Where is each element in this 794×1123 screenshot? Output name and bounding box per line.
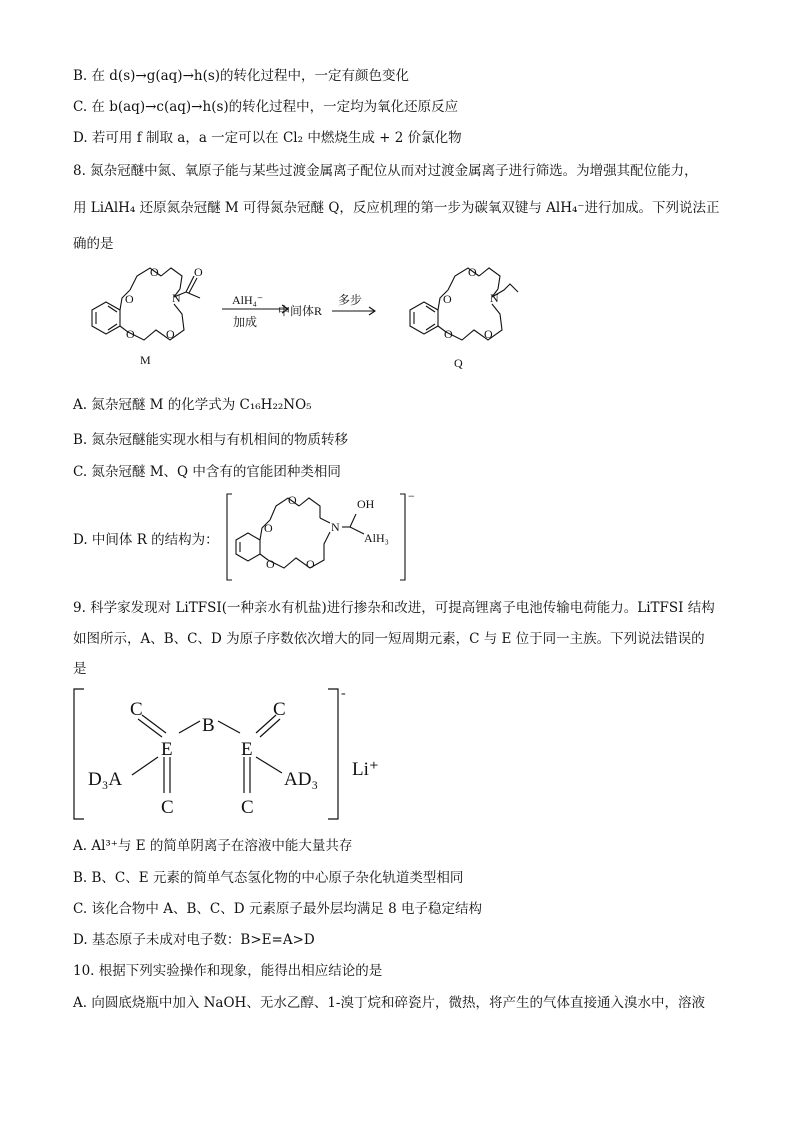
atom-o: O: [150, 265, 159, 279]
lithium-ion: Li⁺: [352, 759, 379, 780]
label-m: M: [140, 353, 151, 367]
atom-e: E: [161, 739, 173, 760]
reagent-note: 加成: [233, 315, 258, 329]
intermediate: 中间体R: [278, 304, 323, 318]
q7-option-c: C. 在 b(aq)→c(aq)→h(s)的转化过程中，一定均为氧化还原反应: [73, 99, 459, 115]
atom-o: O: [468, 265, 477, 279]
q10-stem: 10. 根据下列实验操作和现象，能得出相应结论的是: [73, 963, 383, 979]
atom-o: O: [443, 292, 452, 306]
atom-c: C: [273, 699, 286, 720]
atom-o: O: [166, 327, 175, 341]
atom-c: C: [130, 699, 143, 720]
q8-option-b: B. 氮杂冠醚能实现水相与有机相间的物质转移: [73, 432, 349, 448]
q9-option-d: D. 基态原子未成对电子数：B>E=A>D: [73, 932, 315, 948]
q8-stem-line1: 8. 氮杂冠醚中氮、氧原子能与某些过渡金属离子配位从而对过渡金属离子进行筛选。为增强其配位能力，: [73, 163, 698, 179]
atom-c: C: [241, 797, 254, 818]
q8-option-c: C. 氮杂冠醚 M、Q 中含有的官能团种类相同: [73, 464, 341, 480]
q8-stem-line3: 确的是: [73, 236, 114, 252]
q8-intermediate-r-structure: [224, 490, 424, 585]
atom-o: O: [444, 327, 453, 341]
group-ad3: AD₃: [284, 769, 319, 790]
reagent: AlH₄⁻: [232, 293, 264, 307]
atom-n: N: [331, 520, 340, 534]
q9-option-a: A. Al³⁺与 E 的简单阴离子在溶液中能大量共存: [73, 838, 353, 854]
atom-e: E: [241, 739, 253, 760]
q8-reaction-scheme: [70, 262, 499, 377]
q8-option-a: A. 氮杂冠醚 M 的化学式为 C₁₆H₂₂NO₅: [73, 397, 312, 413]
atom-o: O: [306, 557, 315, 571]
q9-stem-line1: 9. 科学家发现对 LiTFSI(一种亲水有机盐)进行掺杂和改进，可提高锂离子电池传输电荷能力。LiTFSI 结构: [73, 600, 715, 616]
atom-c: C: [161, 797, 174, 818]
charge-sign: -: [341, 686, 346, 701]
q8-option-d-label: D. 中间体 R 的结构为：: [73, 532, 219, 548]
charge-sign: −: [408, 489, 415, 503]
atom-n: N: [172, 291, 181, 305]
atom-b: B: [202, 715, 215, 736]
atom-o: O: [484, 327, 493, 341]
q9-stem-line2: 如图所示，A、B、C、D 为原子序数依次增大的同一短周期元素，C 与 E 位于同一主族。下列说法错误的: [73, 631, 705, 647]
oh-group: OH: [357, 497, 375, 511]
atom-o: O: [288, 493, 297, 507]
q9-stem-line3: 是: [73, 661, 87, 677]
label-q: Q: [454, 356, 463, 370]
atom-o: O: [264, 521, 273, 535]
q9-option-c: C. 该化合物中 A、B、C、D 元素原子最外层均满足 8 电子稳定结构: [73, 901, 483, 917]
q9-option-b: B. B、C、E 元素的简单气态氢化物的中心原子杂化轨道类型相同: [73, 870, 464, 886]
group-d3a: D₃A: [88, 769, 123, 790]
q10-option-a: A. 向圆底烧瓶中加入 NaOH、无水乙醇、1-溴丁烷和碎瓷片，微热，将产生的气体直接通入溴水中，溶液: [73, 995, 705, 1011]
atom-o: O: [126, 327, 135, 341]
alh3-group: AlH₃: [364, 531, 389, 545]
q7-option-d: D. 若可用 f 制取 a，a 一定可以在 Cl₂ 中燃烧生成 + 2 价氯化物: [73, 130, 462, 146]
steps: 多步: [338, 293, 363, 307]
atom-n: N: [490, 291, 499, 305]
atom-o: O: [125, 292, 134, 306]
q7-option-b: B. 在 d(s)→g(aq)→h(s)的转化过程中，一定有颜色变化: [73, 68, 410, 84]
q8-stem-line2: 用 LiAlH₄ 还原氮杂冠醚 M 可得氮杂冠醚 Q，反应机理的第一步为碳氧双键与 AlH₄⁻进行加成。下列说法正: [73, 200, 720, 216]
atom-o: O: [266, 557, 275, 571]
q9-litfsi-structure: [70, 685, 390, 825]
atom-o: O: [194, 265, 203, 279]
